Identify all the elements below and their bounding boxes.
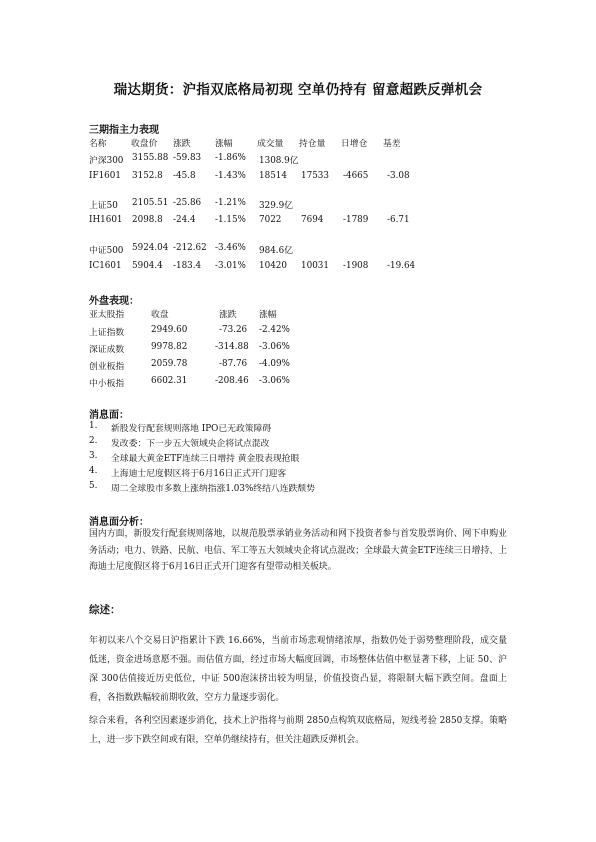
cell: 18514 — [259, 171, 287, 181]
list-text: 新股发行配套规则落地 IPO已无政策障碍 — [111, 424, 272, 434]
cell: 329.9亿 — [259, 201, 293, 211]
list-number: 4. — [89, 466, 98, 476]
cell: 17533 — [301, 171, 329, 181]
cell: -208.46 — [215, 376, 249, 386]
cell: -314.88 — [215, 342, 249, 352]
col-header: 收盘价 — [131, 139, 158, 149]
summary-paragraph-2: 综合来看，各利空因素逐步消化，技术上沪指将与前期 2850点构筑双底格局，短线考验 2850支撑。策略上，进一步下跌空间或有限，空单仍继续持有，但关注超跌反弹机会。 — [89, 716, 507, 745]
list-text: 周二全球股市多数上涨纳指涨1.03%终结八连跌颓势 — [111, 484, 315, 494]
summary-heading: 综述： — [89, 604, 121, 616]
page-title: 瑞达期货：沪指双底格局初现 空单仍持有 留意超跌反弹机会 — [113, 82, 483, 98]
cell: 5924.04 — [132, 243, 169, 253]
cell: -1.21% — [215, 198, 246, 208]
list-text: 发改委：下一步五大领域央企将试点混改 — [111, 439, 270, 449]
cell: -1.86% — [215, 153, 246, 163]
news-heading: 消息面： — [89, 410, 129, 421]
cell: -87.76 — [219, 359, 248, 369]
analysis-heading: 消息面分析： — [89, 517, 149, 528]
cell: -73.26 — [219, 325, 248, 335]
cell: IH1601 — [89, 215, 123, 225]
cell: 沪深300 — [89, 156, 124, 166]
cell: 2949.60 — [151, 325, 188, 335]
cell: 10420 — [259, 261, 287, 271]
cell: 上证50 — [89, 201, 118, 211]
col-header: 基差 — [383, 139, 401, 149]
cell: 5904.4 — [132, 261, 163, 271]
cell: -3.46% — [215, 243, 246, 253]
summary-paragraph-1: 年初以来八个交易日沪指累计下跌 16.66%，当前市场悲观情绪浓厚，指数仍处于弱势整理阶段，成交量低迷，资金进场意愿不强。而估值方面，经过市场大幅度回调，市场整体估值中枢显著下移，上证 50、沪深 300估值接近历史低位，中证 500泡沫挤出较为明显，价值投资凸显，将限制大幅下跌空间。盘面上看，各指数跌幅较前期收敛，空方力量逐步弱化。 — [89, 636, 507, 703]
list-text: 上海迪士尼度假区将于6月16日正式开门迎客 — [111, 469, 287, 479]
cell: -45.8 — [173, 171, 196, 181]
cell: -1.15% — [215, 215, 246, 225]
cell: 中小板指 — [89, 379, 125, 389]
cell: 10031 — [301, 261, 329, 271]
col-header: 名称 — [89, 139, 107, 149]
cell: -183.4 — [173, 261, 202, 271]
col-header: 日增仓 — [341, 139, 368, 149]
col-header: 收盘 — [151, 310, 169, 320]
list-number: 5. — [89, 481, 98, 491]
col-header: 涨幅 — [259, 310, 277, 320]
cell: -25.86 — [173, 198, 202, 208]
list-text: 全球最大黄金ETF连续三日增持 黄金股表现抢眼 — [111, 454, 300, 464]
analysis-paragraph: 国内方面，新股发行配套规则落地，以规范股票承销业务活动和网下投资者参与首发股票询价、网下申购业务活动；电力、铁路、民航、电信、军工等五大领域央企将试点混改；全球最大黄金ETF连续三日增持、上海迪士尼度假区将于6月16日正式开门迎客有望带动相关板块。 — [89, 529, 507, 572]
cell: -212.62 — [173, 243, 207, 253]
cell: 深证成数 — [89, 345, 125, 355]
cell: 2105.51 — [132, 198, 169, 208]
col-header: 涨幅 — [215, 139, 233, 149]
cell: -24.4 — [173, 215, 196, 225]
cell: -4.09% — [259, 359, 290, 369]
cell: 6602.31 — [151, 376, 188, 386]
col-header: 涨跌 — [219, 310, 237, 320]
cell: 9978.82 — [151, 342, 188, 352]
list-number: 3. — [89, 451, 98, 461]
cell: -3.08 — [387, 171, 410, 181]
cell: 3152.8 — [132, 171, 163, 181]
cell: -3.01% — [215, 261, 246, 271]
cell: -1789 — [343, 215, 369, 225]
col-header: 持仓量 — [299, 139, 326, 149]
cell: -2.42% — [259, 325, 290, 335]
cell: -1908 — [343, 261, 369, 271]
list-number: 2. — [89, 436, 98, 446]
cell: 984.6亿 — [259, 246, 293, 256]
cell: -1.43% — [215, 171, 246, 181]
cell: -19.64 — [387, 261, 416, 271]
cell: -3.06% — [259, 376, 290, 386]
cell: -6.71 — [387, 215, 410, 225]
cell: -59.83 — [173, 153, 202, 163]
domestic-heading: 三期指主力表现 — [89, 125, 159, 136]
cell: 上证指数 — [89, 328, 125, 338]
overseas-heading: 外盘表现： — [89, 296, 139, 307]
cell: 7694 — [301, 215, 324, 225]
col-header: 成交量 — [257, 139, 284, 149]
cell: 1308.9亿 — [259, 156, 299, 166]
col-header: 涨跌 — [173, 139, 191, 149]
list-number: 1. — [89, 421, 98, 431]
cell: -3.06% — [259, 342, 290, 352]
cell: 创业板指 — [89, 362, 125, 372]
cell: IF1601 — [89, 171, 121, 181]
cell: 3155.88 — [132, 153, 169, 163]
cell: 中证500 — [89, 246, 124, 256]
cell: 2059.78 — [151, 359, 188, 369]
col-header: 亚太股指 — [89, 310, 125, 320]
cell: 2098.8 — [132, 215, 163, 225]
cell: IC1601 — [89, 261, 122, 271]
cell: -4665 — [343, 171, 369, 181]
cell: 7022 — [259, 215, 282, 225]
